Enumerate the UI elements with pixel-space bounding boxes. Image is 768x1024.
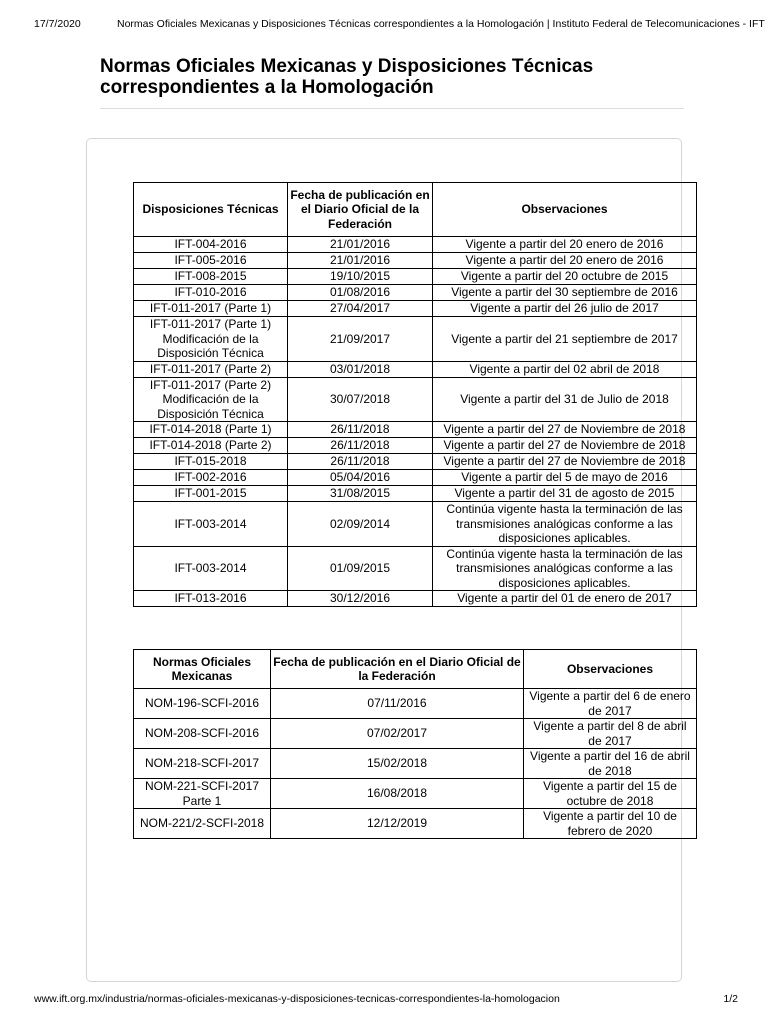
normas-table — [133, 649, 697, 839]
table-row — [134, 486, 697, 502]
table-header-row — [134, 650, 697, 689]
table-row — [134, 317, 697, 362]
table-row — [134, 301, 697, 317]
table-row — [134, 377, 697, 422]
table-cell: IFT-011-2017 (Parte 2) — [134, 361, 288, 377]
title-divider — [100, 108, 684, 109]
table-cell: IFT-005-2016 — [134, 253, 288, 269]
table-cell: IFT-011-2017 (Parte 1) — [134, 301, 288, 317]
table-cell: NOM-208-SCFI-2016 — [134, 719, 271, 749]
table-cell: Vigente a partir del 20 enero de 2016 — [433, 253, 697, 269]
table-cell: IFT-014-2018 (Parte 2) — [134, 438, 288, 454]
page-title: Normas Oficiales Mexicanas y Disposiciones Técnicas correspondientes a la Homologación — [100, 56, 594, 98]
table-cell: 02/09/2014 — [288, 502, 433, 547]
column-header: Observaciones — [524, 650, 697, 689]
table-cell: Vigente a partir del 5 de mayo de 2016 — [433, 470, 697, 486]
column-header: Observaciones — [433, 183, 697, 237]
table-cell: IFT-003-2014 — [134, 546, 288, 591]
table-cell: Vigente a partir del 10 de febrero de 2020 — [524, 809, 697, 839]
column-header: Disposiciones Técnicas — [134, 183, 288, 237]
table-cell: NOM-218-SCFI-2017 — [134, 749, 271, 779]
table-row — [134, 237, 697, 253]
table-cell: 26/11/2018 — [288, 422, 433, 438]
table-cell: IFT-011-2017 (Parte 2) Modificación de la Disposición Técnica — [134, 377, 288, 422]
print-date: 17/7/2020 — [34, 18, 81, 30]
table-row — [134, 438, 697, 454]
table-cell: NOM-196-SCFI-2016 — [134, 689, 271, 719]
table-cell: Vigente a partir del 31 de agosto de 2015 — [433, 486, 697, 502]
table-row — [134, 502, 697, 547]
table-cell: IFT-013-2016 — [134, 591, 288, 607]
table-cell: 21/01/2016 — [288, 237, 433, 253]
table-cell: 30/07/2018 — [288, 377, 433, 422]
table-cell: Vigente a partir del 20 enero de 2016 — [433, 237, 697, 253]
table-cell: IFT-004-2016 — [134, 237, 288, 253]
table-cell: 12/12/2019 — [271, 809, 524, 839]
table-cell: IFT-002-2016 — [134, 470, 288, 486]
table-cell: Continúa vigente hasta la terminación de las transmisiones analógicas conforme a las disposiciones aplicables. — [433, 502, 697, 547]
table-cell: Vigente a partir del 6 de enero de 2017 — [524, 689, 697, 719]
table-cell: NOM-221-SCFI-2017 Parte 1 — [134, 779, 271, 809]
table-cell: Continúa vigente hasta la terminación de las transmisiones analógicas conforme a las disposiciones aplicables. — [433, 546, 697, 591]
table-cell: IFT-014-2018 (Parte 1) — [134, 422, 288, 438]
table-cell: IFT-003-2014 — [134, 502, 288, 547]
print-page-title: Normas Oficiales Mexicanas y Disposiciones Técnicas correspondientes a la Homologación | Instituto Federal de Telecomunicaciones - IFT — [117, 18, 765, 30]
table-cell: Vigente a partir del 02 abril de 2018 — [433, 361, 697, 377]
table-row — [134, 546, 697, 591]
table-cell: Vigente a partir del 20 octubre de 2015 — [433, 269, 697, 285]
table-row — [134, 719, 697, 749]
column-header: Fecha de publicación en el Diario Oficial de la Federación — [288, 183, 433, 237]
table-cell: Vigente a partir del 8 de abril de 2017 — [524, 719, 697, 749]
table-cell: 01/08/2016 — [288, 285, 433, 301]
table-cell: Vigente a partir del 27 de Noviembre de 2018 — [433, 438, 697, 454]
print-url: www.ift.org.mx/industria/normas-oficiales-mexicanas-y-disposiciones-tecnicas-correspondientes-la-homologacion — [34, 993, 560, 1005]
table-row — [134, 749, 697, 779]
column-header: Fecha de publicación en el Diario Oficial de la Federación — [271, 650, 524, 689]
table-cell: Vigente a partir del 15 de octubre de 2018 — [524, 779, 697, 809]
table-cell: IFT-015-2018 — [134, 454, 288, 470]
table-cell: Vigente a partir del 27 de Noviembre de 2018 — [433, 422, 697, 438]
table-row — [134, 422, 697, 438]
table-row — [134, 470, 697, 486]
table-cell: 07/02/2017 — [271, 719, 524, 749]
table-cell: 16/08/2018 — [271, 779, 524, 809]
table-row — [134, 285, 697, 301]
table-cell: 21/01/2016 — [288, 253, 433, 269]
table-row — [134, 361, 697, 377]
table-cell: 27/04/2017 — [288, 301, 433, 317]
table-cell: Vigente a partir del 21 septiembre de 2017 — [433, 317, 697, 362]
table-cell: 05/04/2016 — [288, 470, 433, 486]
table-cell: 19/10/2015 — [288, 269, 433, 285]
table-cell: Vigente a partir del 30 septiembre de 2016 — [433, 285, 697, 301]
table-cell: 30/12/2016 — [288, 591, 433, 607]
table-cell: 26/11/2018 — [288, 454, 433, 470]
table-row — [134, 591, 697, 607]
table-cell: 21/09/2017 — [288, 317, 433, 362]
table-header-row — [134, 183, 697, 237]
table-cell: Vigente a partir del 26 julio de 2017 — [433, 301, 697, 317]
table-cell: 31/08/2015 — [288, 486, 433, 502]
table-row — [134, 689, 697, 719]
table-row — [134, 779, 697, 809]
table-cell: Vigente a partir del 16 de abril de 2018 — [524, 749, 697, 779]
table-row — [134, 253, 697, 269]
table-cell: NOM-221/2-SCFI-2018 — [134, 809, 271, 839]
page-number: 1/2 — [723, 993, 738, 1005]
table-cell: 26/11/2018 — [288, 438, 433, 454]
table-cell: Vigente a partir del 01 de enero de 2017 — [433, 591, 697, 607]
table-cell: 01/09/2015 — [288, 546, 433, 591]
table-row — [134, 454, 697, 470]
table-cell: IFT-011-2017 (Parte 1) Modificación de la Disposición Técnica — [134, 317, 288, 362]
table-row — [134, 269, 697, 285]
disposiciones-table — [133, 182, 697, 607]
table-cell: IFT-010-2016 — [134, 285, 288, 301]
table-cell: Vigente a partir del 31 de Julio de 2018 — [433, 377, 697, 422]
table-cell: 03/01/2018 — [288, 361, 433, 377]
table-cell: Vigente a partir del 27 de Noviembre de 2018 — [433, 454, 697, 470]
table-cell: IFT-001-2015 — [134, 486, 288, 502]
table-cell: IFT-008-2015 — [134, 269, 288, 285]
table-cell: 15/02/2018 — [271, 749, 524, 779]
column-header: Normas Oficiales Mexicanas — [134, 650, 271, 689]
table-row — [134, 809, 697, 839]
table-cell: 07/11/2016 — [271, 689, 524, 719]
